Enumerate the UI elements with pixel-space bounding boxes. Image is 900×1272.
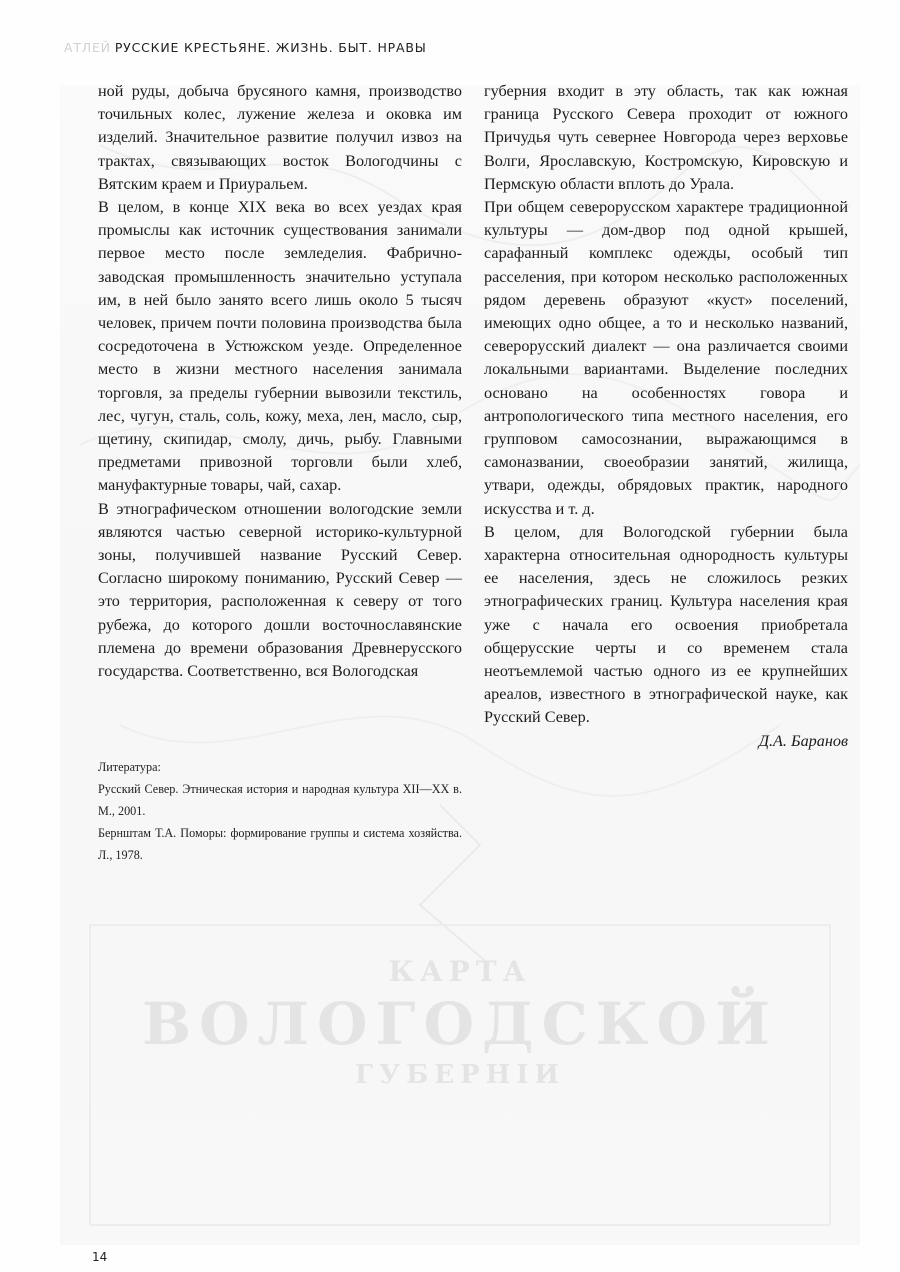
references-heading: Литература: (98, 760, 161, 774)
paragraph: губерния входит в эту область, так как южная граница Русского Севера проходит от южного Причудья чуть севернее Новгорода через верховье Волги, Ярославскую, Костромскую, Кировскую и Пермскую области вплоть до Урала. (484, 82, 848, 193)
reference-item: Бернштам Т.А. Поморы: формирование группы и система хозяйства. Л., 1978. (98, 826, 462, 862)
running-header-title: РУССКИЕ КРЕСТЬЯНЕ. ЖИЗНЬ. БЫТ. НРАВЫ (114, 40, 427, 55)
paragraph: ной руды, добыча брусяного камня, производство точильных колес, лужение железа и оковка им изделий. Значительное развитие получил извоз на трактах, связывающих восток Вологодчины с Вятским краем и Приуральем. (98, 82, 462, 193)
running-header-faded: АТЛЕЙ (64, 40, 111, 55)
paragraph: В целом, в конце XIX века во всех уездах края промыслы как источник существования занимали первое место после земледелия. Фабрично-заводская промышленность значительно уступала им, в ней было занято всего лишь около 5 тысяч человек, причем почти половина производства была сосредоточена в Устюжском уезде. Определенное место в жизни местного населения занимала торговля, за пределы губернии вывозили текстиль, лес, чугун, сталь, соль, кожу, меха, лен, масло, сыр, щетину, скипидар, смолу, дичь, рыбу. Главными предметами привозной торговли были хлеб, мануфактурные товары, чай, сахар. (98, 198, 462, 495)
map-title-line2: ВОЛОГОДСКОЙ (142, 990, 778, 1058)
map-title-line1: КАРТА (388, 955, 532, 988)
right-column (484, 80, 848, 753)
left-column (98, 80, 462, 683)
paragraph: В этнографическом отношении вологодские земли являются частью северной историко-культурной зоны, получившей название Русский Север. Согласно широкому пониманию, Русский Север — это территория, расположенная к северу от того рубежа, до которого дошли восточнославянские племена до времени образования Древнерусского государства. Соответственно, вся Вологодская (98, 499, 462, 681)
paragraph: В целом, для Вологодской губернии была характерна относительная однородность культуры ее населения, здесь не сложилось резких этнографических границ. Культура населения края уже с начала его освоения приобретала общерусские черты и со временем стала неотъемлемой частью одного из ее крупнейших ареалов, известного в этнографической науке, как Русский Север. (484, 522, 848, 727)
running-header (64, 40, 427, 55)
page-number: 14 (92, 1250, 108, 1264)
paragraph: При общем северорусском характере традиционной культуры — дом-двор под одной крышей, сарафанный комплекс одежды, особый тип расселения, при котором несколько расположенных рядом деревень образуют «куст» поселений, имеющих одно общее, а то и несколько названий, северорусский диалект — она различается своими локальными вариантами. Выделение последних основано на особенностях говора и антропологического типа местного населения, его групповом самосознании, выражающимся в самоназвании, своеобразии занятий, жилища, утвари, одежды, обрядовых практик, народного искусства и т. д. (484, 198, 848, 518)
reference-item: Русский Север. Этническая история и народная культура XII—XX в. М., 2001. (98, 782, 462, 818)
author-signature: Д.А. Баранов (758, 731, 848, 750)
map-title-line3: ГУБЕРНІИ (355, 1060, 565, 1090)
references (98, 756, 462, 866)
